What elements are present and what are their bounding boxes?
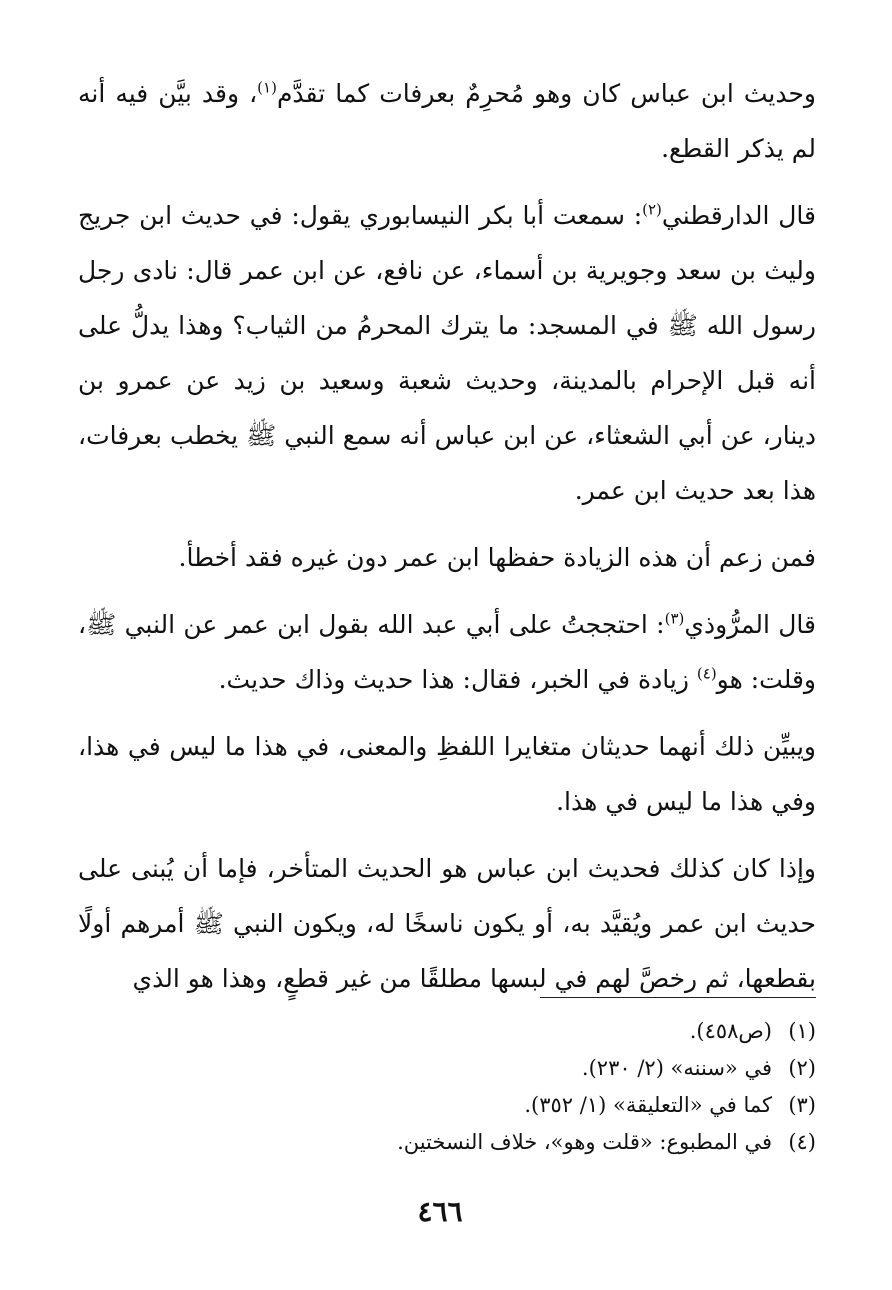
paragraph-gap: [78, 518, 816, 530]
paragraph-gap: [78, 176, 816, 188]
footnote-ref-2: (٢): [642, 200, 662, 219]
paragraph-gap: [78, 829, 816, 841]
paragraph-4: [78, 597, 816, 707]
footnote-number: (٣): [788, 1093, 816, 1117]
paragraph-2-text-a: قال الدارقطني: [661, 201, 816, 230]
paragraph-5: ويبيِّن ذلك أنهما حديثان متغايرا اللفظِ والمعنى، في هذا ما ليس في هذا، وفي هذا ما ليس في هذا.: [78, 732, 816, 816]
footnote-number: (٢): [788, 1056, 816, 1080]
paragraph-2-text-b: : سمعت أبا بكر النيسابوري يقول: في حديث ابن جريج وليث بن سعد وجويرية بن أسماء، عن نافع، عن ابن عمر قال: نادى رجل رسول الله ﷺ في المسجد: ما يترك المحرمُ من الثياب؟ وهذا يدلُّ على أنه قبل الإحرام بالمدينة، وحديث شعبة وسعيد بن زيد عن عمرو بن دينار، عن أبي الشعثاء، عن ابن عباس أنه سمع النبي ﷺ يخطب بعرفات، هذا بعد حديث ابن عمر.: [78, 201, 816, 505]
footnote-number: (٤): [788, 1130, 816, 1154]
footnote-ref-4: (٤): [696, 664, 717, 683]
footnote-number: (١): [788, 1019, 816, 1043]
footnote-text: (ص٤٥٨).: [689, 1019, 772, 1043]
paragraph-1: [78, 66, 816, 176]
paragraph-2: [78, 188, 816, 518]
paragraph-gap: [78, 707, 816, 719]
footnotes: [78, 1013, 816, 1161]
footnote-1: [78, 1013, 816, 1050]
paragraph-4-text-c: زيادة في الخبر، فقال: هذا حديث وذاك حديث.: [218, 665, 697, 694]
footnote-ref-3: (٣): [664, 609, 685, 628]
footnote-2: [78, 1050, 816, 1087]
paragraph-6: وإذا كان كذلك فحديث ابن عباس هو الحديث المتأخر، فإما أن يُبنى على حديث ابن عمر ويُقيَّد به، أو يكون ناسخًا له، ويكون النبي ﷺ أمرهم أولًا بقطعها، ثم رخصَّ لهم في لبسها مطلقًا من غير قطعٍ، وهذا هو الذي: [78, 854, 816, 993]
footnote-ref-1: (١): [257, 78, 277, 97]
main-text: [78, 66, 816, 1006]
footnote-text: في «سننه» (٢/ ٢٣٠).: [581, 1056, 772, 1080]
footnote-4: [78, 1124, 816, 1161]
page-number: ٤٦٦: [417, 1195, 463, 1228]
footnote-text: في المطبوع: «قلت وهو»، خلاف النسختين.: [397, 1130, 772, 1154]
footnote-text: كما في «التعليقة» (١/ ٣٥٢).: [524, 1093, 772, 1117]
footnote-divider: [540, 997, 816, 998]
paragraph-3: فمن زعم أن هذه الزيادة حفظها ابن عمر دون غيره فقد أخطأ.: [178, 543, 816, 572]
paragraph-gap: [78, 585, 816, 597]
paragraph-1-text-a: وحديث ابن عباس كان وهو مُحرِمٌ بعرفات كما تقدَّم: [276, 79, 816, 108]
paragraph-1-text-b: ، وقد بيَّن فيه أنه لم يذكر القطع.: [78, 79, 816, 163]
paragraph-4-text-b: : احتججتُ على أبي عبد الله بقول ابن عمر عن النبي ﷺ، وقلت: هو: [78, 610, 816, 694]
paragraph-4-text-a: قال المرُّوذي: [684, 610, 816, 639]
footnote-3: [78, 1087, 816, 1124]
